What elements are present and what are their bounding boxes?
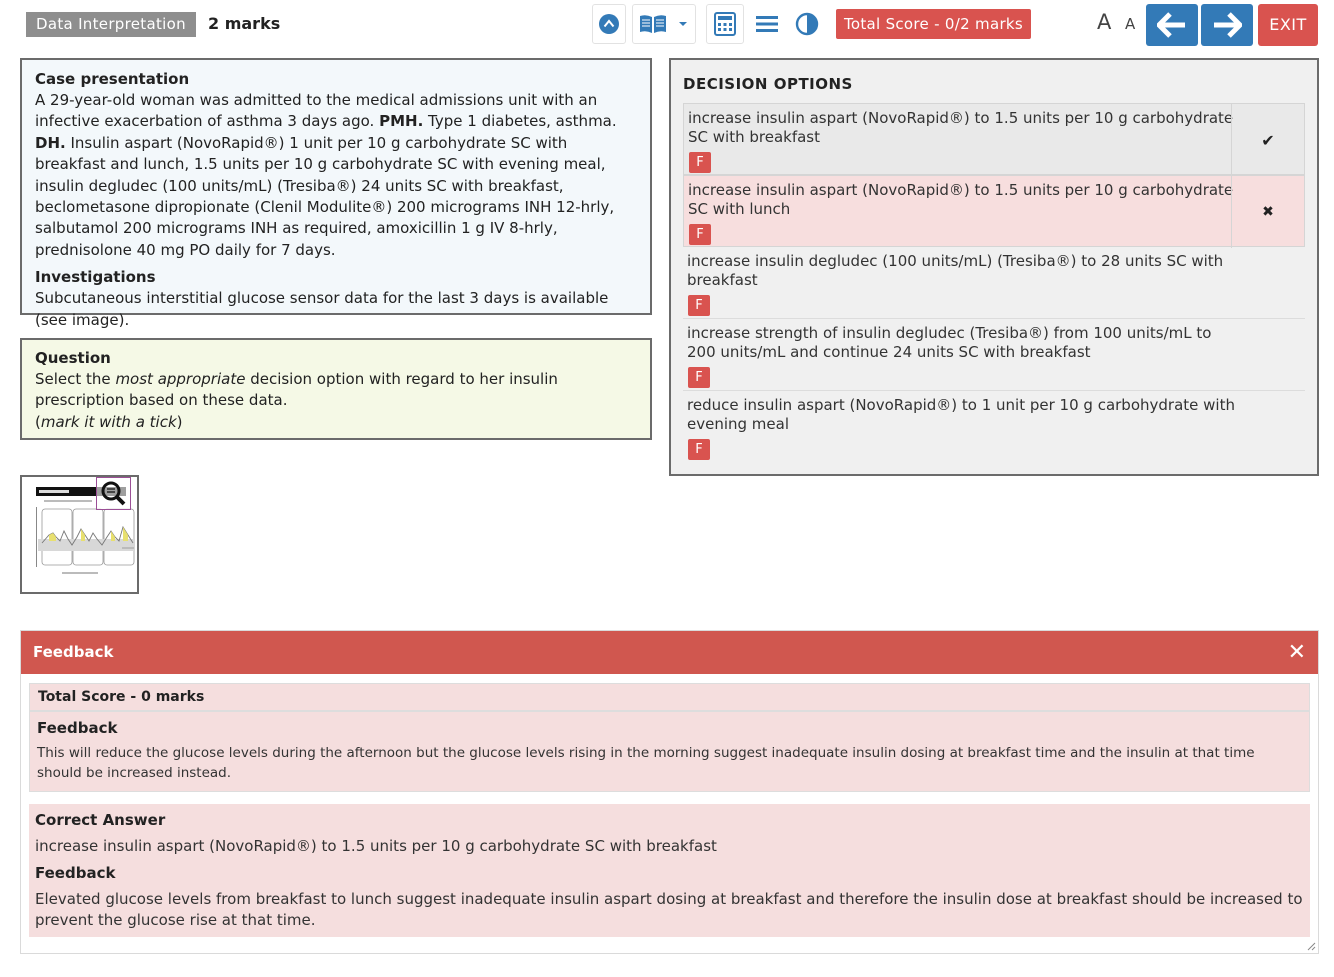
question-text — [35, 369, 637, 412]
decision-option-1[interactable] — [683, 103, 1305, 175]
correct-answer-title: Correct Answer — [35, 811, 166, 829]
case-presentation-text — [35, 90, 637, 261]
option-feedback-button[interactable]: F — [688, 295, 710, 316]
decision-option-2[interactable] — [683, 175, 1305, 247]
pmh-text: Type 1 diabetes, asthma. — [423, 112, 617, 131]
contrast-icon — [795, 12, 819, 36]
case-presentation-title: Case presentation — [35, 70, 190, 88]
question-text-emphasis: most appropriate — [115, 370, 246, 388]
decrease-font-button[interactable]: A — [1125, 15, 1136, 33]
option-feedback-button[interactable]: F — [689, 224, 711, 245]
glucose-sensor-image-thumbnail[interactable] — [20, 475, 139, 594]
correct-feedback-title: Feedback — [35, 864, 116, 882]
correct-answer-block — [29, 804, 1310, 937]
top-toolbar — [0, 0, 1334, 50]
resize-grip-icon[interactable] — [1306, 941, 1316, 951]
decision-option-text: reduce insulin aspart (NovoRapid®) to 1 unit per 10 g carbohydrate with evening meal — [687, 396, 1235, 433]
decision-option-text: increase insulin aspart (NovoRapid®) to 1.5 units per 10 g carbohydrate SC with breakfast — [688, 109, 1234, 146]
reference-book-dropdown[interactable] — [632, 4, 696, 44]
circle-chevron-up-icon — [598, 13, 620, 35]
decision-option-3[interactable] — [683, 247, 1305, 319]
caret-down-icon — [676, 19, 690, 29]
hamburger-menu-icon — [756, 14, 778, 34]
decision-option-text: increase insulin degludec (100 units/mL) (Tresiba®) to 28 units SC with breakfast — [687, 252, 1224, 289]
question-text-after: decision option with regard to her insulin prescription based on these data. — [35, 370, 558, 410]
question-hint: (mark it with a tick) — [35, 412, 183, 431]
correct-answer-text: increase insulin aspart (NovoRapid®) to 1.5 units per 10 g carbohydrate SC with breakfast — [35, 837, 717, 855]
selected-answer-feedback — [29, 711, 1310, 792]
decision-option-4[interactable] — [683, 319, 1305, 391]
zoom-image-button[interactable] — [96, 477, 131, 510]
option-feedback-button[interactable]: F — [688, 367, 710, 388]
menu-button[interactable] — [748, 4, 786, 44]
total-score-badge: Total Score - 0/2 marks — [836, 9, 1031, 39]
question-title: Question — [35, 349, 111, 367]
dh-label: DH. — [35, 133, 66, 152]
decision-options-title: DECISION OPTIONS — [683, 75, 853, 93]
arrow-right-icon — [1212, 12, 1242, 38]
question-hint-text: mark it with a tick — [40, 412, 177, 431]
calculator-button[interactable] — [706, 4, 744, 44]
case-presentation-panel — [20, 58, 652, 329]
question-text-before: Select the — [35, 370, 116, 388]
question-type-label: Data Interpretation — [26, 12, 196, 37]
option-feedback-button[interactable]: F — [688, 439, 710, 460]
lab-values-button[interactable] — [592, 4, 626, 44]
previous-question-button[interactable] — [1146, 4, 1198, 46]
feedback-text: This will reduce the glucose levels during the afternoon but the glucose levels rising in the morning suggest inadequate insulin dosing at breakfast time and the insulin at that time should be increased instead. — [37, 745, 1255, 781]
correct-feedback-text: Elevated glucose levels from breakfast to lunch suggest inadequate insulin aspart dosing at breakfast and therefore the insulin dose at breakfast should be increased to prevent the glucose rise at that time. — [35, 890, 1303, 929]
magnifier-icon — [97, 478, 129, 508]
close-icon[interactable]: ✕ — [1287, 640, 1306, 665]
contrast-toggle-button[interactable] — [788, 4, 826, 44]
feedback-header-title: Feedback — [33, 643, 114, 661]
case-intro: A 29-year-old woman was admitted to the medical admissions unit with an infective exacerbation of asthma 3 days ago. — [35, 91, 598, 131]
pmh-label: PMH. — [379, 112, 424, 131]
question-panel — [20, 338, 652, 440]
decision-option-5[interactable] — [683, 391, 1305, 463]
investigations-title: Investigations — [35, 268, 156, 287]
calculator-icon — [714, 12, 736, 36]
question-marks: 2 marks — [208, 14, 281, 33]
option-feedback-button[interactable]: F — [689, 152, 711, 173]
next-question-button[interactable] — [1201, 4, 1253, 46]
increase-font-button[interactable]: A — [1097, 10, 1112, 34]
exit-button[interactable]: EXIT — [1258, 4, 1318, 46]
dh-text: Insulin aspart (NovoRapid®) 1 unit per 10 g carbohydrate SC with breakfast and lunch, 1.5 units per 10 g carbohydrate SC with evening meal, insulin degludec (100 units/mL) (Tresiba®) 24 units SC with breakfast, beclometasone dipropionate (Clenil Modulite®) 200 micrograms INH 12-hrly, salbutamol 200 micrograms INH as required, amoxicillin 1 g IV 8-hrly, prednisolone 40 mg PO daily for 7 days. — [35, 133, 615, 259]
decision-options-panel — [669, 58, 1319, 476]
decision-option-text: increase insulin aspart (NovoRapid®) to 1.5 units per 10 g carbohydrate SC with lunch — [688, 181, 1234, 218]
investigations-text: Subcutaneous interstitial glucose sensor data for the last 3 days is available (see image). — [35, 289, 609, 329]
feedback-panel — [20, 630, 1319, 954]
arrow-left-icon — [1157, 12, 1187, 38]
open-book-icon — [638, 13, 668, 35]
check-mark-icon[interactable]: ✔ — [1231, 104, 1304, 176]
decision-option-text: increase strength of insulin degludec (Tresiba®) from 100 units/mL to 200 units/mL and continue 24 units SC with breakfast — [687, 324, 1212, 361]
feedback-header — [21, 631, 1318, 674]
cross-mark-icon[interactable]: ✖ — [1231, 176, 1304, 248]
feedback-subtitle: Feedback — [37, 719, 118, 737]
feedback-total-score: Total Score - 0 marks — [29, 683, 1310, 711]
